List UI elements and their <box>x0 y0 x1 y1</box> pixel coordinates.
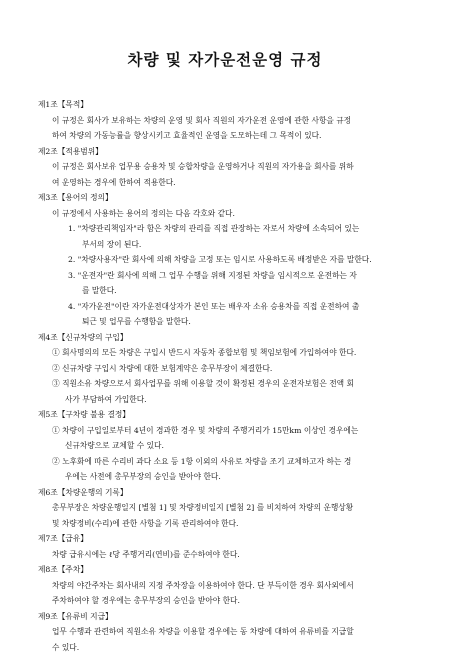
article-heading: 제4조【신규차량의 구입】 <box>38 330 428 346</box>
text-line: 여 운영하는 경우에 한하여 적용한다. <box>38 175 428 191</box>
article-heading: 제1조【목적】 <box>38 97 428 113</box>
article-heading: 제8조【주차】 <box>38 562 428 578</box>
article-heading: 제3조【용어의 정의】 <box>38 190 428 206</box>
text-line: ① 차량이 구입일로부터 4년이 경과한 경우 및 차량의 주행거리가 15만km 이상인 경우에는 <box>38 423 428 439</box>
text-line: 4. "자가운전"이란 자가운전대상자가 본인 또는 배우자 소유 승용차를 직접 운전하여 출 <box>38 299 428 315</box>
text-line: 우에는 사전에 총무부장의 승인을 받아야 한다. <box>38 469 428 485</box>
text-line: 업무 수행과 관련하여 직원소유 차량을 이용할 경우에는 동 차량에 대하여 유류비를 지급할 <box>38 624 428 640</box>
text-line: 부서의 장이 된다. <box>38 237 428 253</box>
document-title: 차량 및 자가운전운영 규정 <box>0 48 450 70</box>
text-line: 이 규정에서 사용하는 용어의 정의는 다음 각호와 같다. <box>38 206 428 222</box>
text-line: 신규차량으로 교체할 수 있다. <box>38 438 428 454</box>
text-line: 2. "차량사용자"란 회사에 의해 차량을 고정 또는 임시로 사용하도록 배정받은 자를 말한다. <box>38 252 428 268</box>
text-line: ② 신규차량 구입시 차량에 대한 보험계약은 총무부장이 체결한다. <box>38 361 428 377</box>
text-line: 차량 급유시에는 ℓ당 주행거리(연비)를 준수하여야 한다. <box>38 547 428 563</box>
article-heading: 제9조【유류비 지급】 <box>38 609 428 625</box>
text-line: 차량의 야간주차는 회사내의 지정 주차장을 이용하여야 한다. 단 부득이한 경우 회사외에서 <box>38 578 428 594</box>
article-heading: 제6조【차량운행의 기록】 <box>38 485 428 501</box>
text-line: 총무부장은 차량운행일지 [별첨 1] 및 차량정비일지 [별첨 2] 를 비치하여 차량의 운행상황 <box>38 500 428 516</box>
text-line: 및 차량정비(수리)에 관한 사항을 기록 관리하여야 한다. <box>38 516 428 532</box>
text-line: 하여 차량의 가동능률을 향상시키고 효율적인 운영을 도모하는데 그 목적이 있다. <box>38 128 428 144</box>
text-line: 사가 부담하여 가입한다. <box>38 392 428 408</box>
text-line: 이 규정은 회사보유 업무용 승용차 및 승합차량을 운영하거나 직원의 자가용을 회사를 위하 <box>38 159 428 175</box>
text-line: 1. "차량관리책임자"라 함은 차량의 관리를 직접 관장하는 자로서 차량에 소속되어 있는 <box>38 221 428 237</box>
text-line: ③ 직원소유 차량으로서 회사업무를 위해 이용할 것이 확정된 경우의 운전자보험은 전액 회 <box>38 376 428 392</box>
text-line: 퇴근 및 업무를 수행함을 말한다. <box>38 314 428 330</box>
text-line: 3. "운전자"란 회사에 의해 그 업무 수행을 위해 지정된 차량을 임시적으로 운전하는 자 <box>38 268 428 284</box>
text-line: 주차하여야 할 경우에는 총무부장의 승인을 받아야 한다. <box>38 593 428 609</box>
article-heading: 제2조【적용범위】 <box>38 144 428 160</box>
text-line: ① 회사명의의 모든 차량은 구입시 반드시 자동차 종합보험 및 책임보험에 가입하여야 한다. <box>38 345 428 361</box>
text-line: ② 노후화에 따른 수리비 과다 소요 등 1항 이외의 사유로 차량을 조기 교체하고자 하는 경 <box>38 454 428 470</box>
text-line: 수 있다. <box>38 640 428 655</box>
article-heading: 제5조【구차량 불용 결정】 <box>38 407 428 423</box>
text-line: 를 말한다. <box>38 283 428 299</box>
document-body <box>38 97 428 655</box>
text-line: 이 규정은 회사가 보유하는 차량의 운영 및 회사 직원의 자가운전 운영에 관한 사항을 규정 <box>38 113 428 129</box>
article-heading: 제7조【급유】 <box>38 531 428 547</box>
